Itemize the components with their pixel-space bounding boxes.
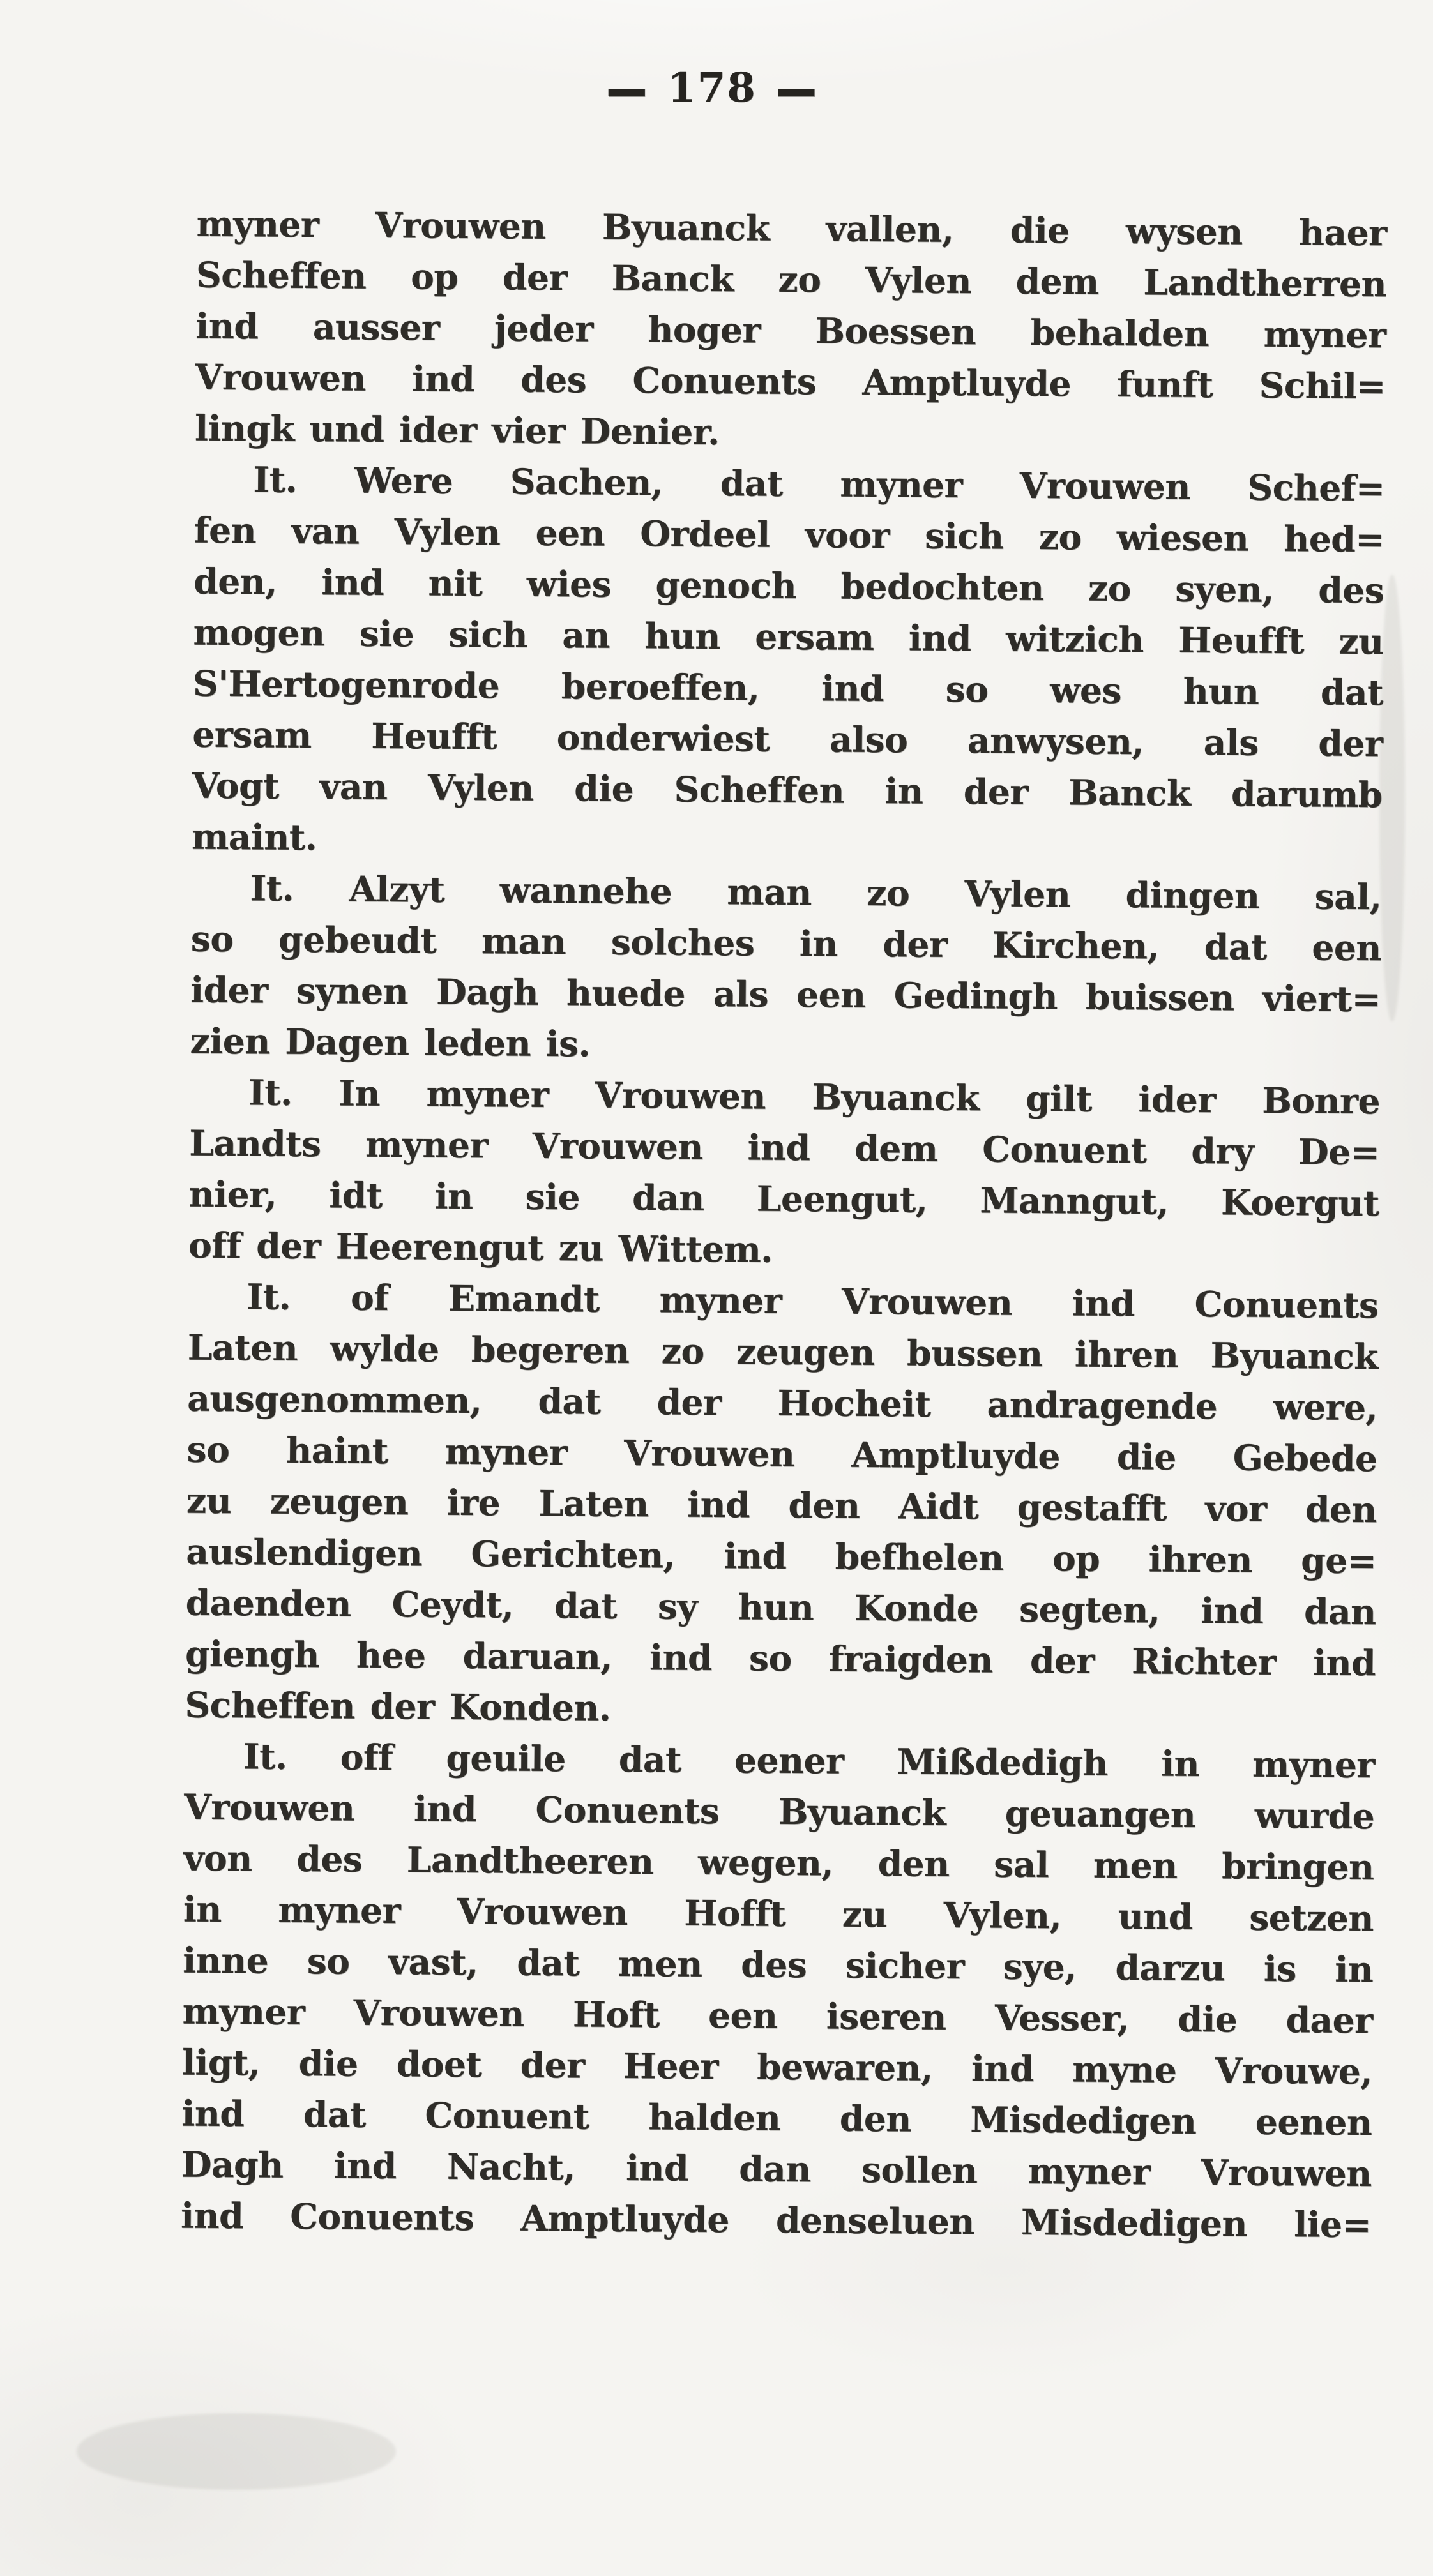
page-header <box>0 49 1424 126</box>
text-line: ligt, die doet der Heer bewaren, ind myne Vrouwe, <box>181 2041 1373 2093</box>
text-line: Vrouwen ind Conuents Byuanck geuangen wurde <box>183 1786 1375 1837</box>
paragraph <box>188 1067 1380 1281</box>
text-line: in myner Vrouwen Hofft zu Vylen, und setzen <box>183 1888 1374 1940</box>
text-line: so gebeudt man solches in der Kirchen, dat een <box>190 917 1382 969</box>
text-line: ider synen Dagh huede als een Gedingh buissen viert= <box>190 968 1381 1020</box>
text-line: Dagh ind Nacht, ind dan sollen myner Vrouwen <box>181 2143 1372 2195</box>
text-line: S'Hertogenrode beroeffen, ind so wes hun dat <box>192 662 1384 714</box>
text-line: It. off geuile dat eener Mißdedigh in myner <box>243 1735 1376 1786</box>
page-number: 178 <box>667 64 757 112</box>
paragraph <box>190 862 1381 1076</box>
text-line: auslendigen Gerichten, ind befhelen op ihren ge= <box>186 1530 1377 1582</box>
text-line: ind ausser jeder hoger Boessen behalden myner <box>195 305 1386 356</box>
text-line: zu zeugen ire Laten ind den Aidt gestafft vor den <box>186 1479 1377 1531</box>
paragraph <box>181 1731 1375 2251</box>
text-line: Scheffen der Konden. <box>185 1683 611 1729</box>
text-line: zien Dagen leden is. <box>190 1020 591 1065</box>
text-line: von des Landtheeren wegen, den sal men bringen <box>183 1837 1374 1888</box>
header-left-dash: — <box>606 49 649 126</box>
text-line: ersam Heufft onderwiest also anwysen, als der <box>192 713 1383 765</box>
text-line: nier, idt in sie dan Leengut, Manngut, Koergut <box>188 1173 1379 1224</box>
text-line: ausgenommen, dat der Hocheit andragende were, <box>187 1377 1378 1429</box>
paragraph <box>192 454 1385 872</box>
text-line: giengh hee daruan, ind so fraigden der Richter ind <box>185 1632 1376 1684</box>
text-line: lingk und ider vier Denier. <box>194 407 720 453</box>
text-line: Vrouwen ind des Conuents Amptluyde funft Schil= <box>195 356 1386 407</box>
text-line: It. of Emandt myner Vrouwen ind Conuents <box>246 1276 1379 1327</box>
text-line: myner Vrouwen Hoft een iseren Vesser, die daer <box>182 1990 1373 2042</box>
body-text-block <box>181 199 1387 2251</box>
scan-smudge <box>1379 575 1405 1021</box>
text-line: den, ind nit wies genoch bedochten zo syen, des <box>193 560 1384 612</box>
text-line: Scheffen op der Banck zo Vylen dem Landtherren <box>195 253 1387 305</box>
text-line: It. Alzyt wannehe man zo Vylen dingen sal, <box>250 867 1382 918</box>
text-line: ind dat Conuent halden den Misdedigen eenen <box>181 2092 1372 2144</box>
text-line: maint. <box>191 815 317 859</box>
text-line: Laten wylde begeren zo zeugen bussen ihren Byuanck <box>187 1326 1379 1378</box>
text-line: off der Heerengut zu Wittem. <box>188 1224 773 1270</box>
header-right-dash: — <box>775 49 818 126</box>
paragraph <box>185 1271 1379 1740</box>
text-line: myner Vrouwen Byuanck vallen, die wysen haer <box>196 202 1387 254</box>
text-line: inne so vast, dat men des sicher sye, darzu is in <box>183 1939 1374 1991</box>
text-line: ind Conuents Amptluyde denseluen Misdedigen lie= <box>180 2194 1372 2246</box>
text-line: daenden Ceydt, dat sy hun Konde segten, ind dan <box>185 1581 1376 1633</box>
text-line: It. In myner Vrouwen Byuanck gilt ider Bonre <box>248 1071 1381 1122</box>
text-line: fen van Vylen een Ordeel voor sich zo wiesen hed= <box>193 509 1385 561</box>
paragraph <box>195 199 1387 463</box>
text-line: It. Were Sachen, dat myner Vrouwen Schef= <box>253 458 1385 509</box>
text-line: mogen sie sich an hun ersam ind witzich Heufft zu <box>193 611 1384 663</box>
scan-smudge <box>77 2413 396 2490</box>
text-line: so haint myner Vrouwen Amptluyde die Gebede <box>186 1428 1377 1480</box>
text-line: Landts myner Vrouwen ind dem Conuent dry De= <box>189 1122 1380 1173</box>
text-line: Vogt van Vylen die Scheffen in der Banck darumb <box>192 764 1383 816</box>
